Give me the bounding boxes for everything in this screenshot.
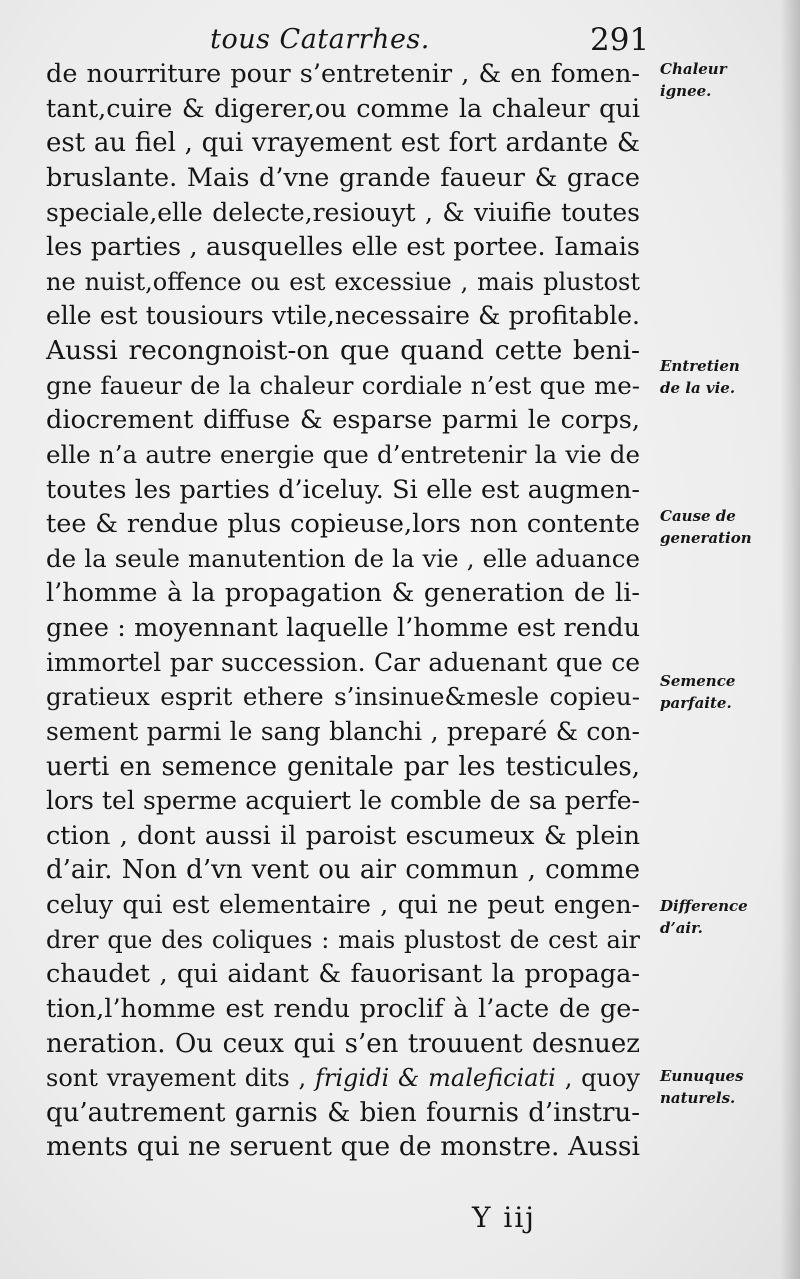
margin-note-line: parfaite.	[660, 694, 732, 712]
margin-note-line: Cause de	[660, 507, 736, 525]
text-line: bruslante. Mais d’vne grande faueur & grace	[46, 162, 640, 193]
margin-note-line: Chaleur	[660, 60, 727, 78]
text-line: chaudet , qui aidant & fauorisant la propaga-	[46, 959, 640, 990]
text-line: ne nuist,offence ou est excessiue , mais plustost	[46, 267, 640, 296]
margin-note-line: ignee.	[660, 82, 712, 100]
text-line: uerti en semence genitale par les testicules,	[46, 751, 640, 782]
text-line: immortel par succession. Car aduenant que ce	[46, 647, 640, 677]
text-line: l’homme à la propagation & generation de li-	[46, 578, 640, 609]
text-line: elle est tousiours vtile,necessaire & profitable.	[46, 301, 640, 331]
text-line: gratieux esprit ethere s’insinue&mesle copieu-	[46, 682, 640, 712]
text-line: Aussi recongnoist-on que quand cette beni-	[46, 335, 640, 366]
text-line: speciale,elle delecte,resiouyt , & viuifie toutes	[46, 197, 640, 227]
margin-note-difference	[660, 895, 798, 939]
text-segment: sont vrayement dits ,	[46, 1064, 307, 1093]
margin-note-line: d’air.	[660, 919, 703, 937]
text-line: tion,l’homme est rendu proclif à l’acte de ge-	[46, 993, 640, 1024]
text-line: drer que des coliques : mais plustost de cest air	[46, 925, 640, 954]
margin-note-entretien	[660, 355, 798, 399]
text-line: est au fiel , qui vrayement est fort ardante &	[46, 128, 640, 159]
margin-note-line: generation	[660, 529, 752, 547]
text-line: ction , dont aussi il paroist escumeux & plein	[46, 820, 640, 851]
margin-note-line: Difference	[660, 897, 748, 915]
text-line: gne faueur de la chaleur cordiale n’est que me-	[46, 370, 640, 400]
margin-note-eunuques	[660, 1065, 798, 1109]
text-line: celuy qui est elementaire , qui ne peut engen-	[46, 890, 640, 919]
margin-note-line: Eunuques	[660, 1067, 744, 1085]
text-line: gnee : moyennant laquelle l’homme est rendu	[46, 613, 640, 643]
text-line: de la seule manutention de la vie , elle aduance	[46, 543, 640, 573]
text-line: ments qui ne seruent que de monstre. Aussi	[46, 1131, 640, 1163]
text-line: tant,cuire & digerer,ou comme la chaleur qui	[46, 93, 640, 124]
margin-note-line: Semence	[660, 672, 736, 690]
margin-note-chaleur	[660, 58, 798, 102]
text-line: neration. Ou ceux qui s’en trouuent desnuez	[46, 1028, 640, 1059]
text-line: lors tel sperme acquiert le comble de sa perfe-	[46, 786, 640, 816]
text-line: sement parmi le sang blanchi , preparé & con-	[46, 716, 640, 746]
text-line: tee & rendue plus copieuse,lors non contente	[46, 509, 640, 540]
latin-phrase: frigidi & maleficiati	[315, 1064, 556, 1093]
margin-note-line: de la vie.	[660, 379, 736, 397]
text-line: elle n’a autre energie que d’entretenir la vie de	[46, 439, 640, 469]
margin-note-semence	[660, 670, 798, 714]
text-line: d’air. Non d’vn vent ou air commun , comme	[46, 855, 640, 886]
text-line: qu’autrement garnis & bien fournis d’instru-	[46, 1097, 640, 1128]
text-line: de nourriture pour s’entretenir , & en fomen-	[46, 59, 640, 89]
text-line-with-latin	[46, 1061, 640, 1096]
text-line: diocrement diffuse & esparse parmi le corps,	[46, 405, 640, 436]
margin-note-line: Entretien	[660, 357, 740, 375]
page-number: 291	[590, 22, 650, 58]
running-title: tous Catarrhes.	[210, 24, 430, 55]
signature-mark: Y iij	[472, 1201, 536, 1234]
body-text	[46, 57, 640, 1165]
text-segment: , quoy	[564, 1064, 640, 1093]
text-line: les parties , ausquelles elle est portee. Iamais	[46, 232, 640, 263]
text-line: toutes les parties d’iceluy. Si elle est augmen-	[46, 474, 640, 505]
margin-note-cause	[660, 505, 798, 549]
margin-note-line: naturels.	[660, 1089, 736, 1107]
